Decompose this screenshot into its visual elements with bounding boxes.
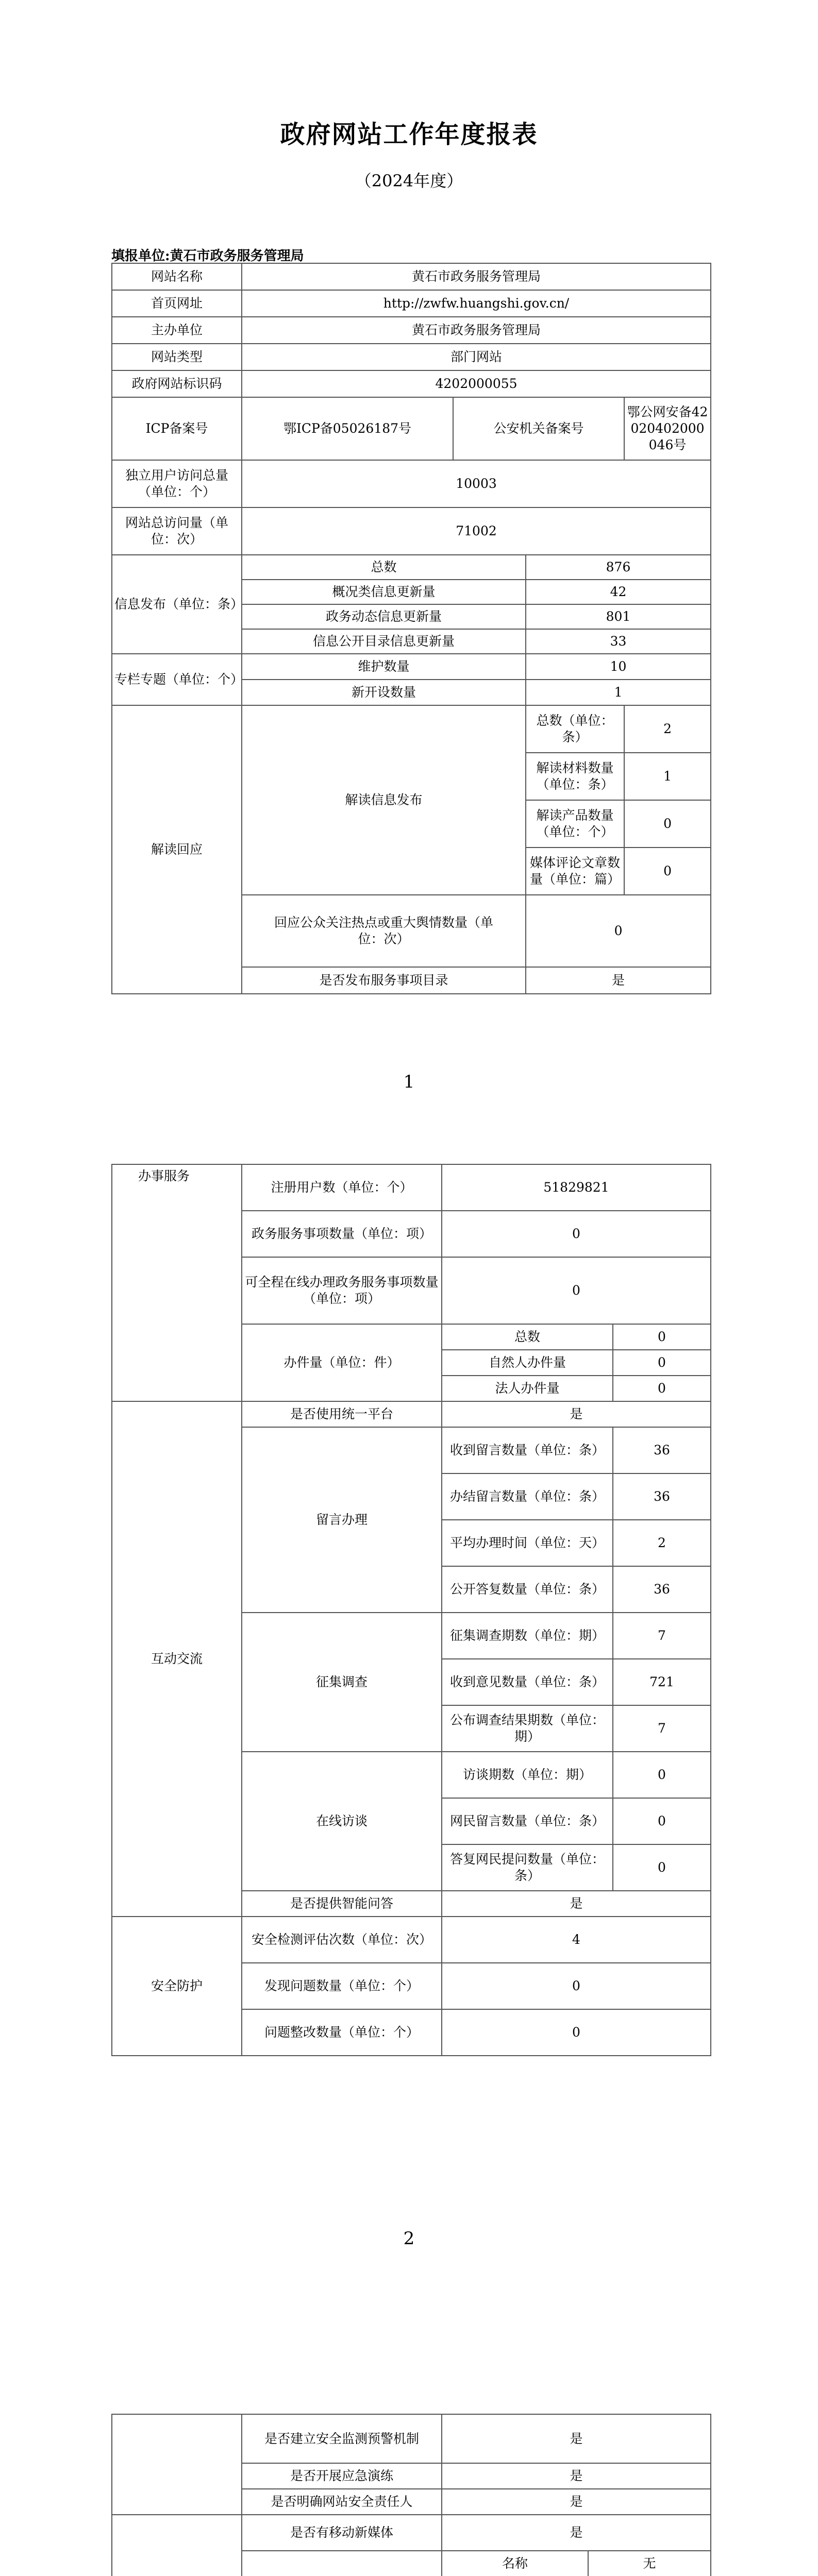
cell-label: 解读材料数量（单位：条）: [526, 753, 624, 800]
cell-value: 721: [613, 1659, 711, 1705]
report-year: （2024年度）: [355, 171, 463, 191]
cell-label: 总数: [242, 555, 526, 580]
cell-label: 概况类信息更新量: [242, 580, 526, 604]
cell-label: 网民留言数量（单位：条）: [442, 1798, 613, 1844]
cell-label: 办结留言数量（单位：条）: [442, 1473, 613, 1520]
report-title: 政府网站工作年度报表: [280, 120, 538, 149]
cell-value: 无: [588, 2551, 711, 2576]
row-home-url: [112, 290, 711, 317]
cases-label: 办件量（单位：件）: [242, 1324, 442, 1401]
cell-value: 36: [613, 1473, 711, 1520]
cell-value: 黄石市政务服务管理局: [242, 317, 711, 344]
row-special-maintain: [112, 654, 711, 680]
cell-label: 公开答复数量（单位：条）: [442, 1566, 613, 1613]
cell-value: 0: [442, 1257, 711, 1324]
media-label: [112, 2515, 242, 2576]
cell-value: 是: [442, 2489, 711, 2515]
cell-label: 名称: [442, 2551, 588, 2576]
cell-label: 独立用户访问总量（单位：个）: [112, 460, 242, 507]
cell-label: 网站名称: [112, 263, 242, 290]
cell-value: 7: [613, 1705, 711, 1752]
cell-value: 黄石市政务服务管理局: [242, 263, 711, 290]
cell-value: 71002: [242, 507, 711, 555]
page-number: 1: [403, 1072, 415, 1092]
basic-info-table: [111, 263, 711, 994]
cell-label: 法人办件量: [442, 1376, 613, 1401]
cell-value: 是: [442, 2515, 711, 2551]
interpretation-label: 解读回应: [112, 705, 242, 994]
cell-value: 4202000055: [242, 370, 711, 397]
row-uv: [112, 460, 711, 507]
police-label: 公安机关备案号: [453, 397, 624, 460]
cell-label: 回应公众关注热点或重大舆情数量（单位：次）: [242, 895, 526, 967]
cell-value: 0: [613, 1798, 711, 1844]
cell-value: 0: [613, 1324, 711, 1350]
cell-label: 自然人办件量: [442, 1350, 613, 1376]
cell-label: 维护数量: [242, 654, 526, 680]
cell-value: 是: [442, 1401, 711, 1427]
cell-value: 51829821: [442, 1164, 711, 1211]
cell-value: 0: [613, 1844, 711, 1891]
cell-value: 0: [442, 2009, 711, 2056]
cell-value: 36: [613, 1427, 711, 1473]
cell-value: 0: [624, 848, 711, 895]
row-interp-total: [112, 705, 711, 753]
cell-value: 7: [613, 1613, 711, 1659]
cell-label: 总数（单位：条）: [526, 705, 624, 753]
cell-label: 安全检测评估次数（单位：次）: [242, 1917, 442, 1963]
cell-label: 总数: [442, 1324, 613, 1350]
row-info-total: [112, 555, 711, 580]
cell-value: 0: [526, 895, 711, 967]
cell-label: 是否提供智能问答: [242, 1891, 442, 1917]
cell-value: 42: [526, 580, 711, 604]
interpretation-sub-label: 解读信息发布: [242, 705, 526, 895]
cell-value: 是: [442, 2463, 711, 2489]
cell-label: 征集调查期数（单位：期）: [442, 1613, 613, 1659]
cell-label: 网站类型: [112, 344, 242, 370]
cell-value: 2: [624, 705, 711, 753]
cell-value: 36: [613, 1566, 711, 1613]
row-sec-warning: [112, 2414, 711, 2463]
cell-label: ICP备案号: [112, 397, 242, 460]
filling-unit: 填报单位:黄石市政务服务管理局: [111, 248, 304, 264]
service-label: 办事服务: [112, 1164, 242, 1401]
cell-label: 是否开展应急演练: [242, 2463, 442, 2489]
row-site-name: [112, 263, 711, 290]
police-value: 鄂公网安备42020402000046号: [624, 397, 711, 460]
service-interaction-table: [111, 1164, 711, 2056]
cell-value: 0: [613, 1376, 711, 1401]
weibo-label: [242, 2551, 442, 2576]
row-platform: [112, 1401, 711, 1427]
cell-label: 主办单位: [112, 317, 242, 344]
cell-value: 4: [442, 1917, 711, 1963]
cell-value: 部门网站: [242, 344, 711, 370]
cell-label: 新开设数量: [242, 680, 526, 705]
cell-label: 是否建立安全监测预警机制: [242, 2414, 442, 2463]
cell-label: 发现问题数量（单位：个）: [242, 1963, 442, 2009]
info-publish-label: 信息发布（单位：条）: [112, 555, 242, 654]
cell-value: 0: [442, 1963, 711, 2009]
cell-label: 政府网站标识码: [112, 370, 242, 397]
security-media-table: [111, 2414, 711, 2576]
cell-value: 801: [526, 604, 711, 629]
cell-label: 是否使用统一平台: [242, 1401, 442, 1427]
row-sec-checks: [112, 1917, 711, 1963]
row-icp: [112, 397, 711, 460]
cell-value: 0: [624, 800, 711, 848]
cell-value: 0: [613, 1350, 711, 1376]
cell-value: 是: [526, 967, 711, 994]
cell-label: 网站总访问量（单位：次）: [112, 507, 242, 555]
security-label: 安全防护: [112, 1917, 242, 2056]
page-number: 2: [403, 2228, 415, 2249]
cell-label: 注册用户数（单位：个）: [242, 1164, 442, 1211]
cell-label: 问题整改数量（单位：个）: [242, 2009, 442, 2056]
cell-value: 是: [442, 1891, 711, 1917]
cell-label: 收到意见数量（单位：条）: [442, 1659, 613, 1705]
cell-value: 是: [442, 2414, 711, 2463]
cell-label: 是否有移动新媒体: [242, 2515, 442, 2551]
cell-label: 可全程在线办理政务服务事项数量（单位：项）: [242, 1257, 442, 1324]
cell-label: 收到留言数量（单位：条）: [442, 1427, 613, 1473]
survey-label: 征集调查: [242, 1613, 442, 1752]
cell-label: 是否明确网站安全责任人: [242, 2489, 442, 2515]
cell-value: 10003: [242, 460, 711, 507]
page-2: [0, 1157, 818, 2313]
row-site-type: [112, 344, 711, 370]
cell-value: 10: [526, 654, 711, 680]
interaction-label: 互动交流: [112, 1401, 242, 1917]
cell-label: 首页网址: [112, 290, 242, 317]
security-continued: [112, 2414, 242, 2515]
cell-label: 访谈期数（单位：期）: [442, 1752, 613, 1798]
icp-value: 鄂ICP备05026187号: [242, 397, 453, 460]
cell-label: 政务动态信息更新量: [242, 604, 526, 629]
page-3: [0, 2313, 818, 2576]
cell-label: 媒体评论文章数量（单位：篇）: [526, 848, 624, 895]
cell-label: 政务服务事项数量（单位：项）: [242, 1211, 442, 1257]
cell-value: 0: [442, 1211, 711, 1257]
cell-label: 解读产品数量（单位：个）: [526, 800, 624, 848]
special-label: 专栏专题（单位：个）: [112, 654, 242, 705]
cell-label: 公布调查结果期数（单位：期）: [442, 1705, 613, 1752]
cell-value: 1: [624, 753, 711, 800]
cell-value: 33: [526, 629, 711, 654]
cell-value: 0: [613, 1752, 711, 1798]
row-pv: [112, 507, 711, 555]
row-reg-users: [112, 1164, 711, 1211]
talk-label: 在线访谈: [242, 1752, 442, 1891]
page-1: [0, 0, 818, 1157]
row-sponsor: [112, 317, 711, 344]
cell-label: 答复网民提问数量（单位：条）: [442, 1844, 613, 1891]
cell-label: 是否发布服务事项目录: [242, 967, 526, 994]
cell-label: 信息公开目录信息更新量: [242, 629, 526, 654]
cell-value: 1: [526, 680, 711, 705]
cell-value: 876: [526, 555, 711, 580]
cell-label: 平均办理时间（单位：天）: [442, 1520, 613, 1566]
cell-value: 2: [613, 1520, 711, 1566]
home-url-link[interactable]: http://zwfw.huangshi.gov.cn/: [242, 290, 711, 317]
row-site-id: [112, 370, 711, 397]
msg-label: 留言办理: [242, 1427, 442, 1613]
row-has-media: [112, 2515, 711, 2551]
